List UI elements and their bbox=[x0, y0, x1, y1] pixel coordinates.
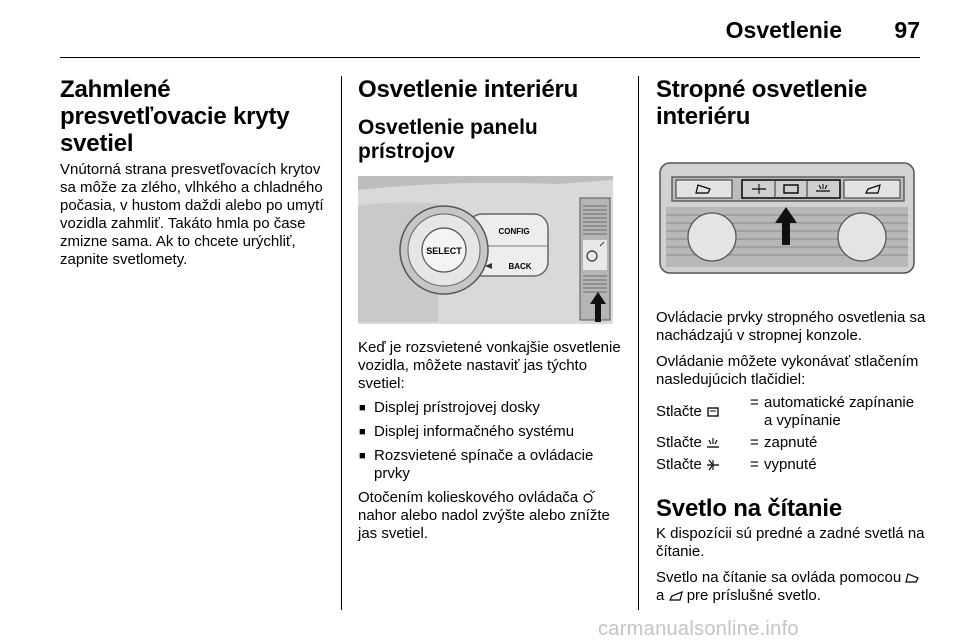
list-item: ■ Rozsvietené spínače a ovládacie prvky bbox=[358, 447, 623, 483]
section-title: Osvetlenie bbox=[725, 17, 842, 43]
ceiling-controls-instructions: Ovládanie môžete vykonávať stlačením nasledujúcich tlačidiel: bbox=[656, 353, 919, 388]
dimmer-knob-icon bbox=[582, 490, 596, 504]
page-number: 97 bbox=[894, 17, 920, 43]
definition-row-door: Stlačte = automatické zapínanie a vypínanie bbox=[656, 394, 915, 429]
front-reading-light-icon bbox=[905, 572, 919, 584]
reading-light-availability: K dispozícii sú predné a zadné svetlá na čítanie. bbox=[656, 525, 925, 560]
dimmer-instruction bbox=[358, 489, 623, 543]
instrument-panel-list bbox=[358, 399, 623, 483]
dimmer-instruction-b: nahor alebo nadol zvýšte alebo znížte jas svetiel. bbox=[358, 507, 610, 542]
fogged-lens-heading: Zahmlené presvetľovacie kryty svetiel bbox=[60, 76, 290, 157]
reading-light-heading: Svetlo na čítanie bbox=[656, 495, 842, 522]
page-header bbox=[60, 0, 920, 58]
column-1 bbox=[60, 76, 328, 269]
definition-term: Stlačte bbox=[656, 434, 750, 452]
column-3 bbox=[656, 76, 926, 605]
instrument-panel-heading: Osvetlenie panelu prístrojov bbox=[358, 116, 538, 163]
rear-reading-light-icon bbox=[669, 590, 683, 602]
definition-term: Stlačte bbox=[656, 456, 750, 474]
fogged-lens-text: Vnútorná strana presvetľovacích krytov sa môže za zlého, vlhkého a chladného počasia, v hustom daždi alebo po umytí vozidla zahmliť. Takáto hmla po čase zmizne sama. Ak to chcete urýchliť, zapnite svetlomety. bbox=[60, 161, 324, 268]
instrument-panel-figure bbox=[358, 176, 613, 324]
column-divider-1 bbox=[341, 76, 342, 610]
watermark-text: carmanualsonline.info bbox=[598, 618, 799, 640]
ceiling-console-illustration bbox=[656, 159, 918, 285]
ceiling-controls-location: Ovládacie prvky stropného osvetlenia sa nachádzajú v stropnej konzole. bbox=[656, 309, 926, 344]
ceiling-console-figure bbox=[656, 159, 918, 285]
back-label: BACK bbox=[508, 262, 532, 271]
door-icon bbox=[706, 406, 720, 418]
config-label: CONFIG bbox=[498, 227, 530, 236]
dimmer-figure-illustration bbox=[358, 176, 613, 324]
lamp-off-icon bbox=[706, 459, 720, 471]
select-label: SELECT bbox=[426, 246, 462, 256]
column-2 bbox=[358, 76, 623, 543]
column-divider-2 bbox=[638, 76, 639, 610]
list-item: ■ Displej informačného systému bbox=[358, 423, 623, 441]
reading-light-instruction: Svetlo na čítanie sa ovláda pomocou a pre príslušné svetlo. bbox=[656, 569, 926, 605]
ceiling-button-definitions bbox=[656, 394, 926, 474]
definition-term: Stlačte bbox=[656, 394, 750, 430]
definition-row-on: Stlačte = zapnuté bbox=[656, 434, 818, 451]
interior-lighting-heading: Osvetlenie interiéru bbox=[358, 76, 579, 103]
instrument-panel-intro: Keď je rozsvietené vonkajšie osvetlenie vozidla, môžete nastaviť jas týchto svetiel: bbox=[358, 339, 621, 392]
lamp-on-icon bbox=[706, 437, 720, 449]
ceiling-light-heading: Stropné osvetlenie interiéru bbox=[656, 76, 868, 130]
definition-row-off: Stlačte = vypnuté bbox=[656, 456, 817, 473]
dimmer-instruction-a: Otočením kolieskového ovládača bbox=[358, 489, 579, 506]
list-item: ■ Displej prístrojovej dosky bbox=[358, 399, 623, 417]
